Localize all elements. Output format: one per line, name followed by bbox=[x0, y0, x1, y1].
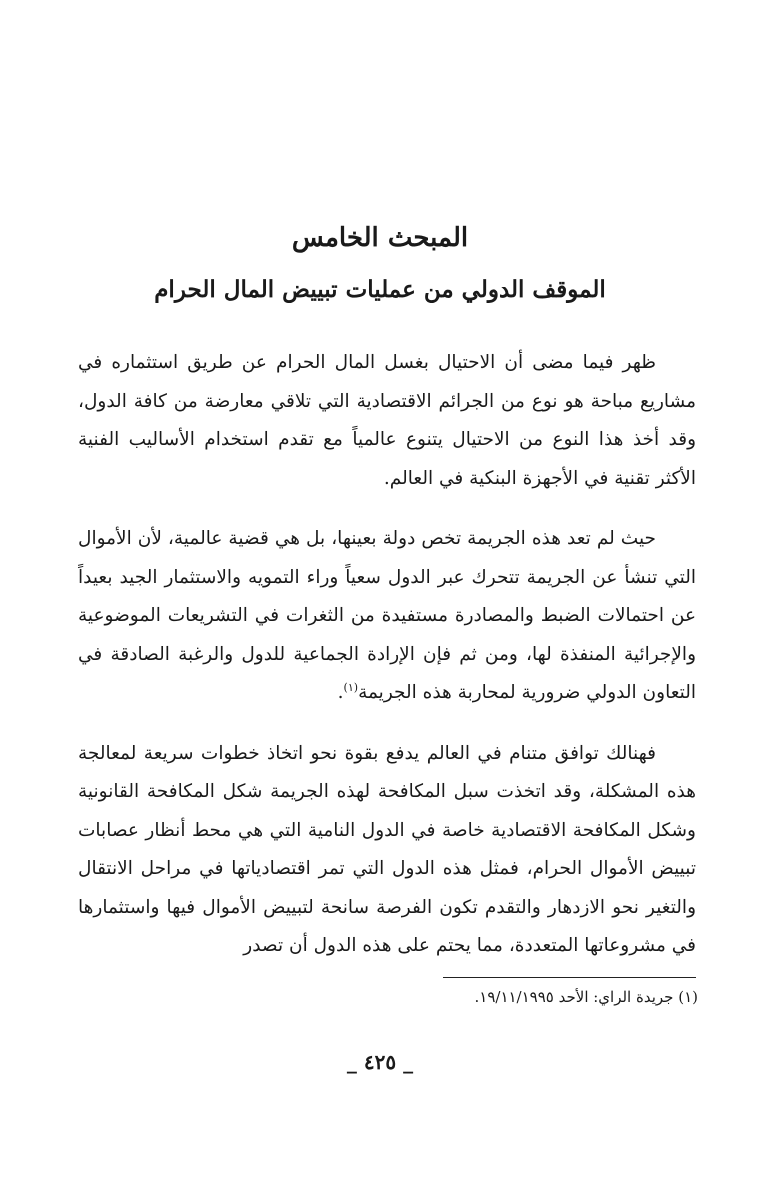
footnote: (١) جريدة الراي: الأحد ١٩/١١/١٩٩٥. bbox=[474, 988, 698, 1006]
section-number-heading: المبحث الخامس bbox=[291, 223, 469, 253]
body-text bbox=[78, 344, 696, 988]
footnote-divider bbox=[443, 977, 696, 978]
page-number: _ ٤٢٥ _ bbox=[346, 1050, 414, 1074]
paragraph-2 bbox=[78, 520, 696, 713]
footnote-reference: (١) bbox=[343, 680, 359, 694]
paragraph-3 bbox=[78, 735, 696, 966]
paragraph-2-text: حيث لم تعد هذه الجريمة تخص دولة بعينها، بل هي قضية عالمية، لأن الأموال التي تنشأ عن الجريمة تتحرك عبر الدول سعياً وراء التمويه والاستثمار الجيد بعيداً عن احتمالات الضبط والمصادرة مستفيدة من الثغرات في التشريعات الموضوعية والإجرائية المنفذة لها، ومن ثم فإن الإرادة الجماعية للدول والرغبة الصادقة في التعاون الدولي ضرورية لمحاربة هذه الجريمة bbox=[78, 528, 696, 703]
paragraph-1 bbox=[78, 344, 696, 498]
paragraph-1-text: ظهر فيما مضى أن الاحتيال بغسل المال الحرام عن طريق استثماره في مشاريع مباحة هو نوع من الجرائم الاقتصادية التي تلاقي معارضة من كافة الدول، وقد أخذ هذا النوع من الاحتيال يتنوع عالمياً مع تقدم استخدام الأساليب الفنية الأكثر تقنية في الأجهزة البنكية في العالم. bbox=[78, 352, 696, 489]
section-title-heading: الموقف الدولي من عمليات تبييض المال الحرام bbox=[154, 276, 606, 303]
paragraph-3-text: فهنالك توافق متنام في العالم يدفع بقوة نحو اتخاذ خطوات سريعة لمعالجة هذه المشكلة، وقد اتخذت سبل المكافحة لهذه الجريمة شكل المكافحة القانونية وشكل المكافحة الاقتصادية خاصة في الدول النامية التي هي محط أنظار عصابات تبييض الأموال الحرام، فمثل هذه الدول التي تمر اقتصادياتها في مراحل الانتقال والتغير نحو الازدهار والتقدم تكون الفرصة سانحة لتبييض الأموال فيها واستثمارها في مشروعاتها المتعددة، مما يحتم على هذه الدول أن تصدر bbox=[78, 742, 696, 956]
paragraph-2-tail: . bbox=[337, 682, 344, 703]
